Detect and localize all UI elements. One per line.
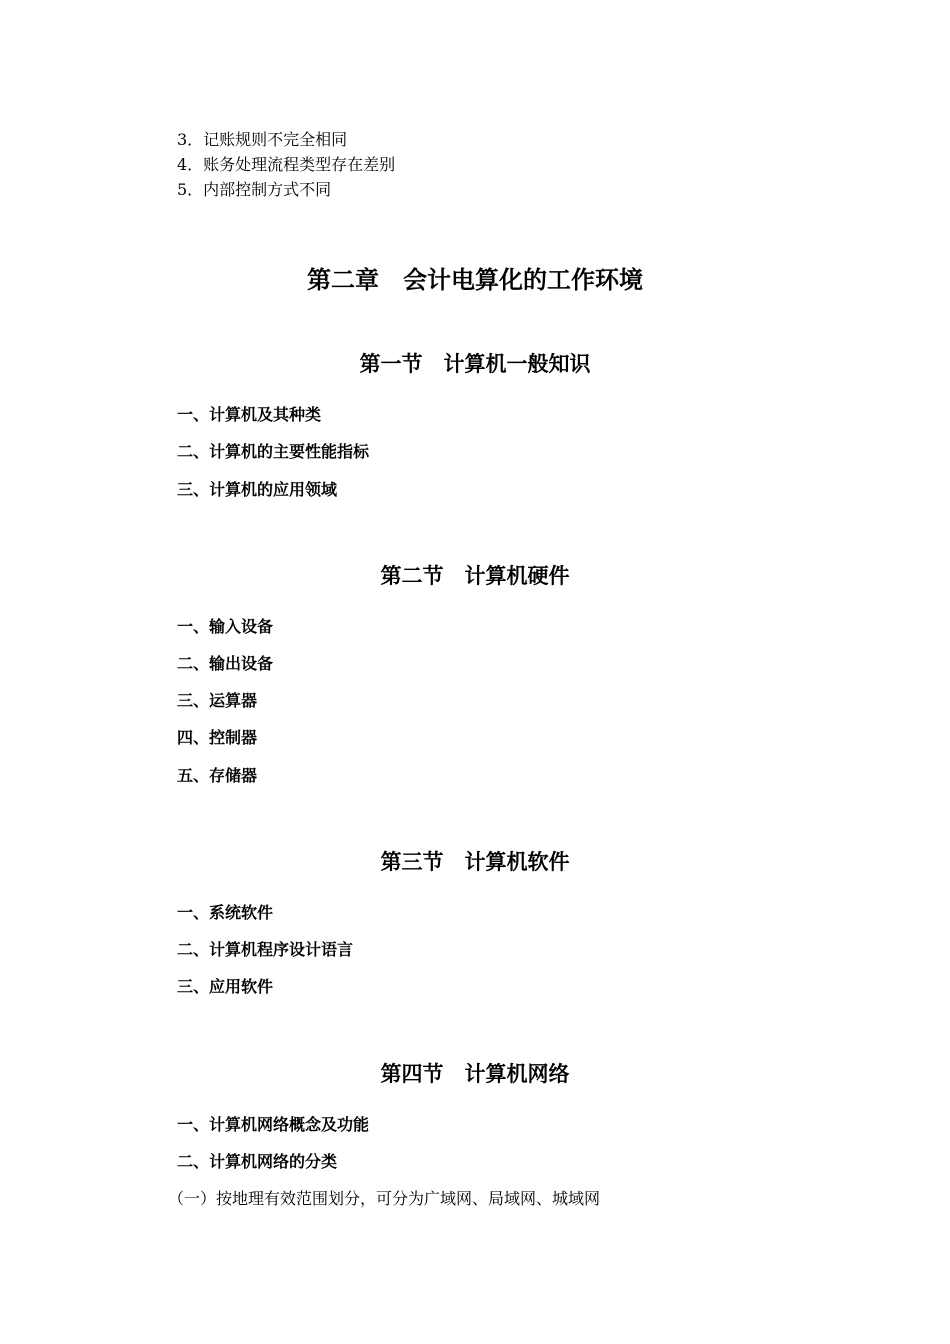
section-item: 二、计算机程序设计语言 xyxy=(177,940,354,959)
section-item: 一、系统软件 xyxy=(177,903,274,922)
section-item: 五、存储器 xyxy=(177,766,258,785)
section-item: 二、计算机网络的分类 xyxy=(177,1152,338,1171)
section-item: 一、计算机网络概念及功能 xyxy=(177,1115,370,1134)
section-item: 三、应用软件 xyxy=(177,977,274,996)
section-title: 第二节 计算机硬件 xyxy=(380,563,570,588)
section-title: 第三节 计算机软件 xyxy=(380,849,570,874)
section-title: 第四节 计算机网络 xyxy=(380,1061,570,1086)
list-item: 5．内部控制方式不同 xyxy=(177,180,332,199)
section-item: 一、计算机及其种类 xyxy=(177,405,322,424)
section-item: 二、输出设备 xyxy=(177,654,274,673)
chapter-title: 第二章 会计电算化的工作环境 xyxy=(307,265,643,294)
section-item: 四、控制器 xyxy=(177,728,258,747)
list-item: 3．记账规则不完全相同 xyxy=(177,130,348,149)
section-item: 一、输入设备 xyxy=(177,617,274,636)
sub-item: （一）按地理有效范围划分，可分为广域网、局域网、城域网 xyxy=(168,1189,601,1208)
section-item: 二、计算机的主要性能指标 xyxy=(177,442,370,461)
section-item: 三、运算器 xyxy=(177,691,258,710)
section-item: 三、计算机的应用领域 xyxy=(177,480,338,499)
list-item: 4．账务处理流程类型存在差别 xyxy=(177,155,396,174)
section-title: 第一节 计算机一般知识 xyxy=(359,351,591,376)
